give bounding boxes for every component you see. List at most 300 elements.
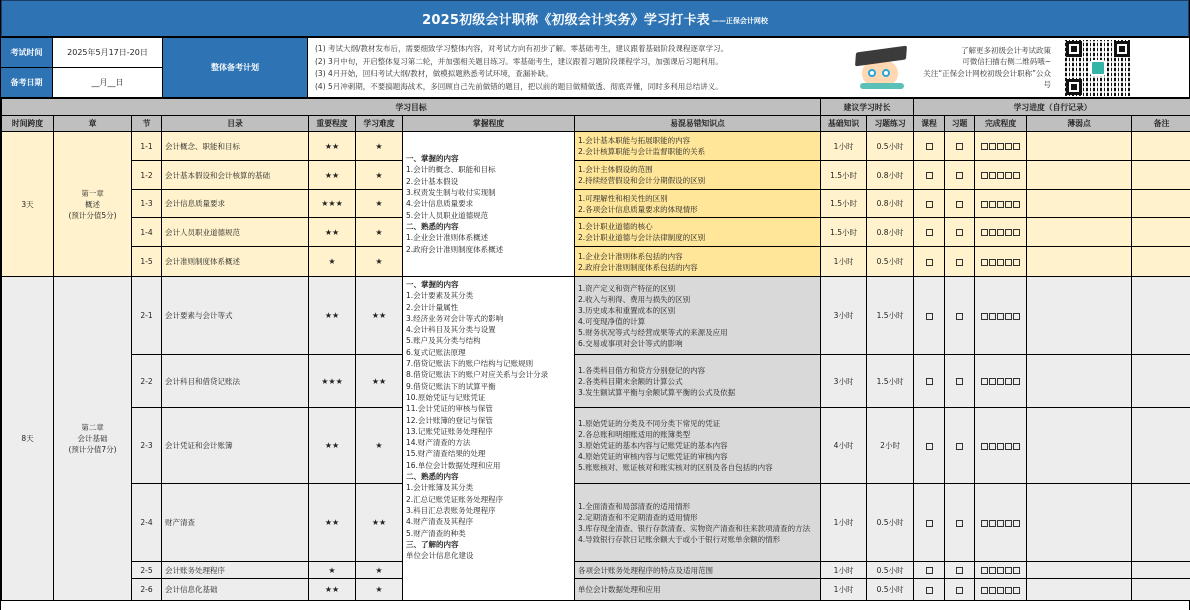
exercise-checkbox[interactable] <box>956 520 963 527</box>
notes-field[interactable] <box>1132 277 1190 355</box>
col-header-mastery: 掌握程度 <box>403 116 575 132</box>
basic-hours: 1小时 <box>821 247 867 277</box>
completion-checkbox[interactable] <box>989 313 996 320</box>
overall-plan-label: 整体备考计划 <box>163 38 308 97</box>
section-title: 会计准则制度体系概述 <box>162 247 309 277</box>
difficulty-stars: ★ <box>356 218 403 247</box>
table-row <box>2 562 1190 579</box>
table-row <box>2 190 1190 218</box>
completion-checkbox[interactable] <box>1005 313 1012 320</box>
section-title: 会计人员职业道德规范 <box>162 218 309 247</box>
mastery-item: 4.财产清查及其程序 <box>406 517 474 527</box>
section-title: 会计信息化基础 <box>162 579 309 601</box>
mastery-item: 5.会计人员职业道德规范 <box>406 210 489 220</box>
completion-checkbox[interactable] <box>1013 567 1020 574</box>
exercise-checkbox-cell <box>945 132 975 161</box>
course-checkbox-cell <box>914 408 945 484</box>
notes-field[interactable] <box>1132 579 1190 601</box>
completion-checkbox[interactable] <box>997 259 1004 266</box>
prep-date-field[interactable]: __月__日 <box>53 68 163 97</box>
importance-stars: ★★ <box>309 579 356 601</box>
completion-cell <box>975 408 1027 484</box>
weak-points-field[interactable] <box>1027 277 1132 355</box>
mastery-heading: 一、掌握的内容 <box>406 154 459 164</box>
mastery-item: 3.科目汇总表账务处理程序 <box>406 505 496 515</box>
completion-checkbox[interactable] <box>981 587 988 594</box>
difficulty-stars: ★ <box>356 132 403 161</box>
course-checkbox-cell <box>914 132 945 161</box>
page-subtitle: ——正保会计网校 <box>711 16 768 25</box>
basic-hours: 1小时 <box>821 562 867 579</box>
exercise-checkbox[interactable] <box>956 313 963 320</box>
section-number: 1-2 <box>132 161 162 190</box>
mastery-item: 14.财产清查的方法 <box>406 438 471 448</box>
mastery-item: 3.经济业务对会计等式的影响 <box>406 313 504 323</box>
importance-stars: ★★ <box>309 218 356 247</box>
plan-item: (1) 考试大纲/教材发布后，需要细致学习整体内容，对考试方向有初步了解。零基础考生，建议跟着基础阶段课程逐章学习。 <box>315 44 729 53</box>
col-header-chapter: 章 <box>54 116 132 132</box>
error-prone-point: 2.会计职业道德与会计法律制度的区别 <box>578 233 706 242</box>
course-checkbox[interactable] <box>926 143 933 150</box>
section-title: 会计要素与会计等式 <box>162 277 309 355</box>
error-prone-point: 5.账账核对、账证核对和账实核对的区别及各自包括的内容 <box>578 463 773 472</box>
completion-checkbox[interactable] <box>989 201 996 208</box>
importance-stars: ★★ <box>309 277 356 355</box>
section-number: 2-6 <box>132 579 162 601</box>
plan-item: (4) 5月冲刺期，不要搞题海战术，多回顾自己先前做错的题目，把以前的题目做精做透、彻底弄懂，同时多利用总结讲义。 <box>315 81 723 91</box>
mastery-heading: 三、了解的内容 <box>406 539 459 549</box>
time-span-cell: 8天 <box>2 277 54 601</box>
prep-date-label: 备考日期 <box>1 68 53 97</box>
weak-points-field[interactable] <box>1027 161 1132 190</box>
course-checkbox[interactable] <box>926 201 933 208</box>
notes-field[interactable] <box>1132 408 1190 484</box>
weak-points-field[interactable] <box>1027 562 1132 579</box>
mastery-item: 6.复式记账法原理 <box>406 347 466 357</box>
completion-checkbox[interactable] <box>997 313 1004 320</box>
error-prone-point: 4.导致银行存款日记账余额大于或小于银行对账单余额的情形 <box>578 534 781 544</box>
table-row <box>2 132 1190 161</box>
mastery-heading: 一、掌握的内容 <box>406 280 459 289</box>
difficulty-stars: ★ <box>356 247 403 277</box>
exercise-checkbox-cell <box>945 277 975 355</box>
error-prone-point: 1.会计主体假设的范围 <box>578 165 653 174</box>
error-prone-point: 1.会计基本职能与拓展职能的内容 <box>578 136 691 145</box>
error-prone-points-cell <box>575 132 821 161</box>
section-number: 2-1 <box>132 277 162 355</box>
weak-points-field[interactable] <box>1027 355 1132 408</box>
mastery-item: 1.会计的概念、职能和目标 <box>406 165 496 175</box>
importance-stars: ★★ <box>309 132 356 161</box>
completion-checkbox[interactable] <box>1005 201 1012 208</box>
course-checkbox-cell <box>914 484 945 562</box>
exercise-checkbox[interactable] <box>956 143 963 150</box>
col-header-span: 时间跨度 <box>2 116 54 132</box>
error-prone-point: 3.历史成本和重置成本的区别 <box>578 305 676 315</box>
info-panel <box>1 38 1189 98</box>
error-prone-point: 2.政府会计准则制度体系包括的内容 <box>578 262 698 272</box>
difficulty-stars: ★ <box>356 408 403 484</box>
completion-checkbox[interactable] <box>1013 259 1020 266</box>
mastery-item: 2.会计计量属性 <box>406 302 459 312</box>
difficulty-stars: ★ <box>356 161 403 190</box>
error-prone-points-cell <box>575 562 821 579</box>
practice-hours: 0.8小时 <box>867 218 914 247</box>
error-prone-point: 3.库存现金清查、银行存款清查、实物资产清查和往来款项清查的方法 <box>578 523 811 533</box>
completion-checkbox[interactable] <box>989 172 996 179</box>
section-number: 2-3 <box>132 408 162 484</box>
completion-checkbox[interactable] <box>989 229 996 236</box>
mastery-item: 12.会计账簿的登记与保管 <box>406 415 493 425</box>
completion-checkbox[interactable] <box>989 259 996 266</box>
basic-hours: 1.5小时 <box>821 190 867 218</box>
completion-cell <box>975 484 1027 562</box>
page-title: 2025初级会计职称《初级会计实务》学习打卡表 <box>422 13 710 28</box>
chapter-line: 概述 <box>85 199 100 209</box>
completion-cell <box>975 562 1027 579</box>
notes-field[interactable] <box>1132 562 1190 579</box>
error-prone-point: 3.原始凭证的基本内容与记账凭证的基本内容 <box>578 441 728 450</box>
error-prone-point: 1.可理解性和相关性的区别 <box>578 193 668 203</box>
exam-time-value: 2025年5月17日-20日 <box>53 38 163 68</box>
notes-field[interactable] <box>1132 484 1190 562</box>
section-title: 会计信息质量要求 <box>162 190 309 218</box>
exercise-checkbox[interactable] <box>956 201 963 208</box>
section-title: 会计基本假设和会计核算的基础 <box>162 161 309 190</box>
section-number: 1-3 <box>132 190 162 218</box>
table-row <box>2 579 1190 601</box>
course-checkbox[interactable] <box>926 587 933 594</box>
completion-checkbox[interactable] <box>1013 229 1020 236</box>
exercise-checkbox-cell <box>945 190 975 218</box>
completion-checkbox[interactable] <box>981 143 988 150</box>
error-prone-points-cell <box>575 408 821 484</box>
exercise-checkbox[interactable] <box>956 378 963 385</box>
completion-checkbox[interactable] <box>997 520 1004 527</box>
mastery-item: 11.会计凭证的审核与保管 <box>406 404 493 414</box>
completion-checkbox[interactable] <box>1013 313 1020 320</box>
difficulty-stars: ★★ <box>356 277 403 355</box>
col-header-toc: 目录 <box>162 116 309 132</box>
course-checkbox[interactable] <box>926 259 933 266</box>
section-number: 2-5 <box>132 562 162 579</box>
exercise-checkbox-cell <box>945 579 975 601</box>
weak-points-field[interactable] <box>1027 484 1132 562</box>
completion-checkbox[interactable] <box>989 443 996 450</box>
error-prone-point: 1.资产定义和资产特征的区别 <box>578 283 676 293</box>
exam-time-label: 考试时间 <box>1 38 53 68</box>
completion-checkbox[interactable] <box>997 567 1004 574</box>
error-prone-point: 2.各类科目期末余额的计算公式 <box>578 376 683 386</box>
plan-item: (3) 4月开始，回归考试大纲/教材，做模拟题熟悉考试环境，查漏补缺。 <box>315 69 553 78</box>
difficulty-stars: ★★ <box>356 484 403 562</box>
notes-field[interactable] <box>1132 190 1190 218</box>
mastery-item: 3.权责发生制与收付实现制 <box>406 188 496 198</box>
table-row <box>2 161 1190 190</box>
importance-stars: ★★ <box>309 484 356 562</box>
basic-hours: 4小时 <box>821 408 867 484</box>
section-title: 财产清查 <box>162 484 309 562</box>
time-span-cell: 3天 <box>2 132 54 277</box>
completion-checkbox[interactable] <box>1005 259 1012 266</box>
completion-cell <box>975 161 1027 190</box>
basic-hours: 3小时 <box>821 355 867 408</box>
mastery-item: 4.会计科目及其分类与设置 <box>406 325 496 335</box>
chapter-cell <box>54 277 132 601</box>
completion-checkbox[interactable] <box>981 172 988 179</box>
completion-checkbox[interactable] <box>981 378 988 385</box>
chapter-line: 会计基础 <box>77 434 108 443</box>
section-title: 会计科目和借贷记账法 <box>162 355 309 408</box>
exercise-checkbox[interactable] <box>956 172 963 179</box>
completion-checkbox[interactable] <box>1005 378 1012 385</box>
course-checkbox-cell <box>914 579 945 601</box>
group-header-progress: 学习进度（自行记录） <box>914 99 1190 116</box>
completion-checkbox[interactable] <box>997 201 1004 208</box>
practice-hours: 0.8小时 <box>867 190 914 218</box>
notes-field[interactable] <box>1132 355 1190 408</box>
exercise-checkbox[interactable] <box>956 443 963 450</box>
completion-checkbox[interactable] <box>1005 143 1012 150</box>
practice-hours: 0.5小时 <box>867 562 914 579</box>
practice-hours: 1.5小时 <box>867 277 914 355</box>
completion-checkbox[interactable] <box>1005 172 1012 179</box>
error-prone-point: 2.持续经营假设和会计分期假设的区别 <box>578 176 706 185</box>
completion-checkbox[interactable] <box>1013 587 1020 594</box>
error-prone-points-cell <box>575 161 821 190</box>
col-header-basic: 基础知识 <box>821 116 867 132</box>
mastery-item: 1.会计要素及其分类 <box>406 291 474 301</box>
error-prone-point: 单位会计数据处理和应用 <box>578 585 661 594</box>
exercise-checkbox-cell <box>945 247 975 277</box>
completion-checkbox[interactable] <box>997 443 1004 450</box>
completion-checkbox[interactable] <box>1013 201 1020 208</box>
basic-hours: 1小时 <box>821 484 867 562</box>
mastery-cell <box>403 132 575 277</box>
completion-checkbox[interactable] <box>981 520 988 527</box>
course-checkbox[interactable] <box>926 229 933 236</box>
error-prone-point: 2.定期清查和不定期清查的适用情形 <box>578 512 698 522</box>
notes-field[interactable] <box>1132 132 1190 161</box>
completion-checkbox[interactable] <box>1013 520 1020 527</box>
error-prone-point: 4.可变现净值的计算 <box>578 316 646 326</box>
promo-panel <box>838 38 1189 97</box>
completion-checkbox[interactable] <box>1013 378 1020 385</box>
mastery-item: 16.单位会计数据处理和应用 <box>406 460 501 470</box>
error-prone-point: 2.各项会计信息质量要求的体现情形 <box>578 204 698 214</box>
completion-cell <box>975 247 1027 277</box>
difficulty-stars: ★ <box>356 562 403 579</box>
promo-line: 可微信扫描右侧二维码哦~ <box>962 57 1051 66</box>
section-number: 2-4 <box>132 484 162 562</box>
error-prone-point: 2.各总账和明细账适用的账簿类型 <box>578 430 691 439</box>
completion-checkbox[interactable] <box>997 172 1004 179</box>
table-row <box>2 355 1190 408</box>
error-prone-point: 5.财务状况等式与经营成果等式的来源及应用 <box>578 327 728 337</box>
notes-field[interactable] <box>1132 247 1190 277</box>
error-prone-point: 1.原始凭证的分类及不同分类下常见的凭证 <box>578 419 721 428</box>
chapter-cell <box>54 132 132 277</box>
error-prone-points-cell <box>575 218 821 247</box>
completion-checkbox[interactable] <box>981 229 988 236</box>
completion-checkbox[interactable] <box>1013 172 1020 179</box>
course-checkbox-cell <box>914 562 945 579</box>
error-prone-points-cell <box>575 484 821 562</box>
study-plan-table <box>1 98 1190 601</box>
importance-stars: ★ <box>309 247 356 277</box>
notes-field[interactable] <box>1132 218 1190 247</box>
mastery-item: 5.账户及其分类与结构 <box>406 336 481 346</box>
promo-text <box>916 45 1051 91</box>
completion-checkbox[interactable] <box>997 587 1004 594</box>
completion-cell <box>975 277 1027 355</box>
mastery-item: 10.原始凭证与记账凭证 <box>406 392 486 402</box>
basic-hours: 3小时 <box>821 277 867 355</box>
col-header-difficulty: 学习难度 <box>356 116 403 132</box>
error-prone-point: 各项会计账务处理程序的特点及适用范围 <box>578 565 713 575</box>
importance-stars: ★★★ <box>309 355 356 408</box>
table-row <box>2 247 1190 277</box>
exercise-checkbox-cell <box>945 161 975 190</box>
completion-cell <box>975 132 1027 161</box>
weak-points-field[interactable] <box>1027 132 1132 161</box>
difficulty-stars: ★ <box>356 190 403 218</box>
error-prone-point: 1.会计职业道德的核心 <box>578 222 653 231</box>
table-row <box>2 408 1190 484</box>
completion-cell <box>975 190 1027 218</box>
col-header-notes: 备注 <box>1132 116 1190 132</box>
importance-stars: ★ <box>309 562 356 579</box>
exercise-checkbox[interactable] <box>956 259 963 266</box>
section-number: 1-4 <box>132 218 162 247</box>
course-checkbox-cell <box>914 161 945 190</box>
error-prone-point: 6.交易或事项对会计等式的影响 <box>578 338 683 348</box>
exercise-checkbox-cell <box>945 355 975 408</box>
exercise-checkbox-cell <box>945 484 975 562</box>
mastery-item: 7.借贷记账法下的账户结构与记账规则 <box>406 359 534 369</box>
completion-checkbox[interactable] <box>1005 567 1012 574</box>
mastery-item: 15.财产清查结果的处理 <box>406 449 486 459</box>
course-checkbox-cell <box>914 218 945 247</box>
completion-checkbox[interactable] <box>989 143 996 150</box>
weak-points-field[interactable] <box>1027 247 1132 277</box>
exercise-checkbox[interactable] <box>956 229 963 236</box>
col-header-exercise: 习题 <box>945 116 975 132</box>
basic-hours: 1.5小时 <box>821 218 867 247</box>
col-header-completion: 完成程度 <box>975 116 1027 132</box>
practice-hours: 0.5小时 <box>867 484 914 562</box>
weak-points-field[interactable] <box>1027 408 1132 484</box>
completion-checkbox[interactable] <box>989 520 996 527</box>
mastery-heading: 二、熟悉的内容 <box>406 472 459 482</box>
completion-checkbox[interactable] <box>1005 229 1012 236</box>
section-title: 会计凭证和会计账簿 <box>162 408 309 484</box>
section-number: 1-1 <box>132 132 162 161</box>
overall-plan-text <box>308 38 838 97</box>
completion-checkbox[interactable] <box>989 567 996 574</box>
col-header-weak-points: 薄弱点 <box>1027 116 1132 132</box>
completion-checkbox[interactable] <box>1013 143 1020 150</box>
course-checkbox[interactable] <box>926 567 933 574</box>
completion-checkbox[interactable] <box>997 229 1004 236</box>
plan-item: (2) 3月中旬，开启整体复习第二轮，并加强相关题目练习。零基础考生，建议跟着习题阶段课程学习，加强课后习题利用。 <box>315 56 723 66</box>
completion-checkbox[interactable] <box>1005 520 1012 527</box>
course-checkbox[interactable] <box>926 443 933 450</box>
completion-checkbox[interactable] <box>981 567 988 574</box>
mastery-cell <box>403 277 575 601</box>
col-header-error-prone-points: 易混易错知识点 <box>575 116 821 132</box>
completion-checkbox[interactable] <box>981 313 988 320</box>
difficulty-stars: ★★ <box>356 355 403 408</box>
completion-cell <box>975 579 1027 601</box>
basic-hours: 1小时 <box>821 579 867 601</box>
completion-checkbox[interactable] <box>981 259 988 266</box>
completion-cell <box>975 218 1027 247</box>
completion-checkbox[interactable] <box>1013 443 1020 450</box>
table-row <box>2 277 1190 355</box>
completion-checkbox[interactable] <box>1005 587 1012 594</box>
course-checkbox[interactable] <box>926 172 933 179</box>
course-checkbox[interactable] <box>926 520 933 527</box>
qr-code-icon[interactable] <box>1065 40 1131 96</box>
notes-field[interactable] <box>1132 161 1190 190</box>
error-prone-point: 1.全面清查和局部清查的适用情形 <box>578 501 691 511</box>
error-prone-points-cell <box>575 247 821 277</box>
col-header-course: 课程 <box>914 116 945 132</box>
error-prone-point: 1.企业会计准则体系包括的内容 <box>578 251 683 261</box>
course-checkbox-cell <box>914 277 945 355</box>
group-header-time: 建议学习时长 <box>821 99 914 116</box>
exercise-checkbox[interactable] <box>956 567 963 574</box>
error-prone-point: 4.原始凭证的审核内容与记账凭证的审核内容 <box>578 452 728 461</box>
error-prone-points-cell <box>575 579 821 601</box>
course-checkbox[interactable] <box>926 313 933 320</box>
completion-checkbox[interactable] <box>981 443 988 450</box>
completion-checkbox[interactable] <box>989 378 996 385</box>
section-title: 会计概念、职能和目标 <box>162 132 309 161</box>
exercise-checkbox[interactable] <box>956 587 963 594</box>
mastery-item: 2.会计基本假设 <box>406 176 459 186</box>
completion-cell <box>975 355 1027 408</box>
completion-checkbox[interactable] <box>997 143 1004 150</box>
exercise-checkbox-cell <box>945 562 975 579</box>
error-prone-point: 1.各类科目借方和贷方分别登记的内容 <box>578 365 706 375</box>
completion-checkbox[interactable] <box>997 378 1004 385</box>
chapter-line: (预计分值5分) <box>68 210 117 220</box>
weak-points-field[interactable] <box>1027 218 1132 247</box>
weak-points-field[interactable] <box>1027 579 1132 601</box>
mastery-item: 单位会计信息化建设 <box>406 551 474 561</box>
weak-points-field[interactable] <box>1027 190 1132 218</box>
course-checkbox[interactable] <box>926 378 933 385</box>
section-number: 1-5 <box>132 247 162 277</box>
chapter-line: 第二章 <box>81 423 104 432</box>
completion-checkbox[interactable] <box>1005 443 1012 450</box>
practice-hours: 0.5小时 <box>867 132 914 161</box>
basic-hours: 1小时 <box>821 132 867 161</box>
completion-checkbox[interactable] <box>981 201 988 208</box>
completion-checkbox[interactable] <box>989 587 996 594</box>
group-header-goal: 学习目标 <box>2 99 821 116</box>
mascot-image <box>852 45 914 91</box>
error-prone-points-cell <box>575 190 821 218</box>
error-prone-point: 2.收入与利得、费用与损失的区别 <box>578 294 691 304</box>
mastery-item: 5.财产清查的种类 <box>406 528 466 538</box>
difficulty-stars: ★ <box>356 579 403 601</box>
mastery-item: 9.借贷记账法下的试算平衡 <box>406 381 496 391</box>
table-row <box>2 218 1190 247</box>
section-title: 会计账务处理程序 <box>162 562 309 579</box>
